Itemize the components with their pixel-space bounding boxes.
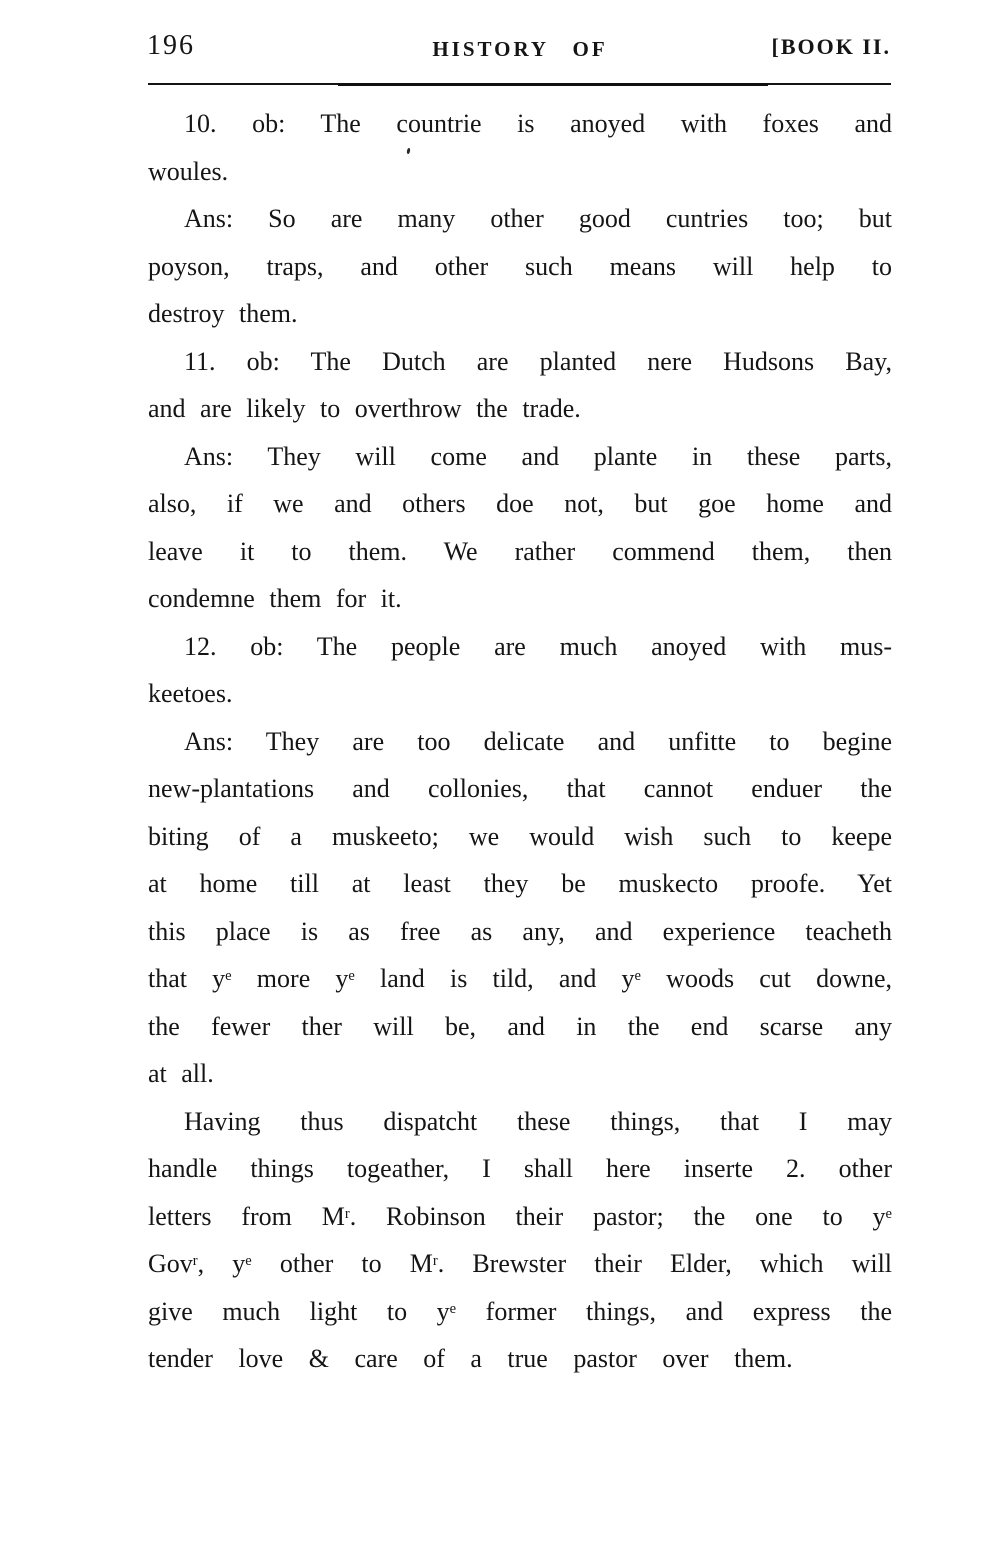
text-line: at home till at least they be muskecto proofe. Yet	[148, 869, 892, 898]
header-rule	[148, 83, 891, 85]
text-line: also, if we and others doe not, but goe home and	[148, 489, 892, 518]
superscript-letter: e	[634, 968, 642, 985]
text-line: 11. ob: The Dutch are planted nere Hudsons Bay,	[184, 346, 892, 376]
text-line: Ans: So are many other good cuntries too; but	[184, 204, 892, 233]
paragraph	[148, 718, 892, 1098]
text-line: handle things togeather, I shall here inserte 2. other	[148, 1154, 892, 1183]
text-block	[148, 100, 892, 1383]
text-line: give much light to $y^e$ former things, and express the	[148, 1296, 892, 1326]
superscript-letter: r	[344, 1205, 350, 1222]
text-line: poyson, traps, and other such means will help to	[148, 251, 892, 281]
superscript-letter: e	[225, 968, 232, 985]
text-line: woules.	[148, 156, 229, 186]
paragraph	[148, 433, 892, 623]
text-line: biting of a muskeeto; we would wish such to keepe	[148, 821, 892, 851]
text-line: destroy them.	[148, 299, 298, 328]
page-number: 196	[147, 30, 195, 61]
paragraph	[148, 623, 892, 718]
text-line: Gov$^r$, $y^e$ other to $M^r$. Brewster their Elder, which will	[148, 1249, 892, 1278]
text-line: that $y^e$ more $y^e$ land is tild, and $y^e$ woods cut downe,	[148, 964, 892, 993]
text-line: tender love & care of a true pastor over them.	[148, 1344, 793, 1373]
text-line: Ans: They are too delicate and unfitte to begine	[184, 726, 892, 756]
superscript-letter: r	[432, 1253, 438, 1270]
paragraph	[148, 1098, 892, 1383]
superscript-letter: e	[348, 968, 355, 985]
paragraph	[148, 100, 892, 195]
text-line: this place is as free as any, and experience teacheth	[148, 916, 892, 946]
text-line: Having thus dispatcht these things, that I may	[184, 1106, 892, 1136]
paragraph	[148, 195, 892, 338]
text-line: letters from $M^r$. Robinson their pastor; the one to $y^e$	[148, 1201, 892, 1231]
running-title: HISTORY OF	[432, 37, 608, 61]
paragraph	[148, 338, 892, 433]
book-label: [BOOK II.	[771, 34, 891, 59]
text-line: new-plantations and collonies, that cannot enduer the	[148, 774, 892, 803]
text-line: 12. ob: The people are much anoyed with mus-	[184, 631, 892, 661]
text-line: keetoes.	[148, 679, 233, 708]
superscript-letter: e	[885, 1205, 892, 1222]
superscript-letter: r	[192, 1253, 198, 1270]
text-line: the fewer ther will be, and in the end scarse any	[148, 1011, 892, 1041]
text-line: Ans: They will come and plante in these parts,	[184, 441, 892, 471]
text-line: at all.	[148, 1059, 214, 1088]
text-line: 10. ob: The countrie is anoyed with foxes and	[184, 109, 892, 138]
superscript-letter: e	[449, 1300, 457, 1317]
text-line: condemne them for it.	[148, 584, 402, 613]
text-line: leave it to them. We rather commend them, then	[148, 536, 892, 566]
superscript-letter: e	[245, 1253, 252, 1270]
text-line: and are likely to overthrow the trade.	[148, 394, 581, 423]
